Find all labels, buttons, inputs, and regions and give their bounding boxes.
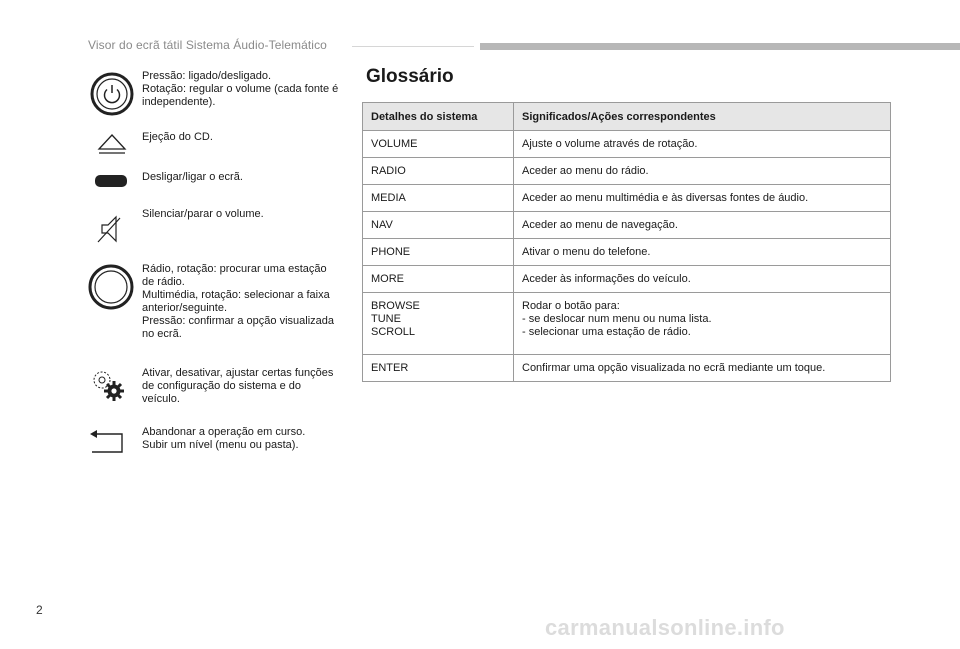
table-row [363, 355, 891, 382]
eject-icon [94, 132, 130, 161]
screen-toggle-icon [94, 174, 128, 193]
rotary-knob-icon [88, 264, 134, 315]
table-cell-meaning: Rodar o botão para: - se deslocar num menu ou numa lista. - selecionar uma estação de rádio. [514, 293, 891, 355]
table-row [363, 185, 891, 212]
glossary-title: Glossário [366, 66, 454, 87]
glossary-table [362, 102, 891, 382]
table-cell-term: MEDIA [363, 185, 514, 212]
table-cell-meaning: Aceder às informações do veículo. [514, 266, 891, 293]
column-header-meanings: Significados/Ações correspondentes [514, 103, 891, 131]
page-number: 2 [36, 603, 43, 617]
table-cell-meaning: Aceder ao menu multimédia e às diversas fontes de áudio. [514, 185, 891, 212]
column-header-system: Detalhes do sistema [363, 103, 514, 131]
power-knob-icon [90, 72, 134, 121]
table-row [363, 266, 891, 293]
table-row [363, 293, 891, 355]
controls-list [80, 0, 350, 649]
table-cell-meaning: Aceder ao menu do rádio. [514, 158, 891, 185]
table-row [363, 239, 891, 266]
control-description-rotary: Rádio, rotação: procurar uma estação de rádio. Multimédia, rotação: selecionar a faixa anterior/seguinte. Pressão: confirmar a opção visualizada no ecrã. [142, 263, 334, 340]
table-row [363, 158, 891, 185]
table-row [363, 212, 891, 239]
table-cell-meaning: Ativar o menu do telefone. [514, 239, 891, 266]
table-cell-term: RADIO [363, 158, 514, 185]
table-cell-meaning: Aceder ao menu de navegação. [514, 212, 891, 239]
table-cell-term: VOLUME [363, 131, 514, 158]
table-cell-term: MORE [363, 266, 514, 293]
control-description-back: Abandonar a operação em curso. Subir um nível (menu ou pasta). [142, 426, 306, 451]
back-arrow-icon [88, 428, 130, 461]
table-cell-term: BROWSE TUNE SCROLL [363, 293, 514, 355]
table-cell-term: PHONE [363, 239, 514, 266]
table-cell-meaning: Ajuste o volume através de rotação. [514, 131, 891, 158]
table-cell-term: ENTER [363, 355, 514, 382]
control-description-power: Pressão: ligado/desligado. Rotação: regular o volume (cada fonte é independente). [142, 70, 339, 108]
table-row [363, 131, 891, 158]
table-cell-meaning: Confirmar uma opção visualizada no ecrã mediante um toque. [514, 355, 891, 382]
header-rule-thick [480, 43, 960, 50]
table-cell-term: NAV [363, 212, 514, 239]
settings-gears-icon [90, 368, 128, 409]
control-description-screen: Desligar/ligar o ecrã. [142, 171, 243, 183]
control-description-mute: Silenciar/parar o volume. [142, 208, 264, 220]
header-rule-thin [352, 46, 474, 47]
watermark: carmanualsonline.info [545, 615, 785, 640]
control-description-settings: Ativar, desativar, ajustar certas funções de configuração do sistema e do veículo. [142, 367, 334, 405]
mute-icon [94, 212, 124, 251]
control-description-eject: Ejeção do CD. [142, 131, 213, 143]
header-title: Visor do ecrã tátil Sistema Áudio-Telemático [88, 38, 327, 52]
table-header-row [363, 103, 891, 131]
